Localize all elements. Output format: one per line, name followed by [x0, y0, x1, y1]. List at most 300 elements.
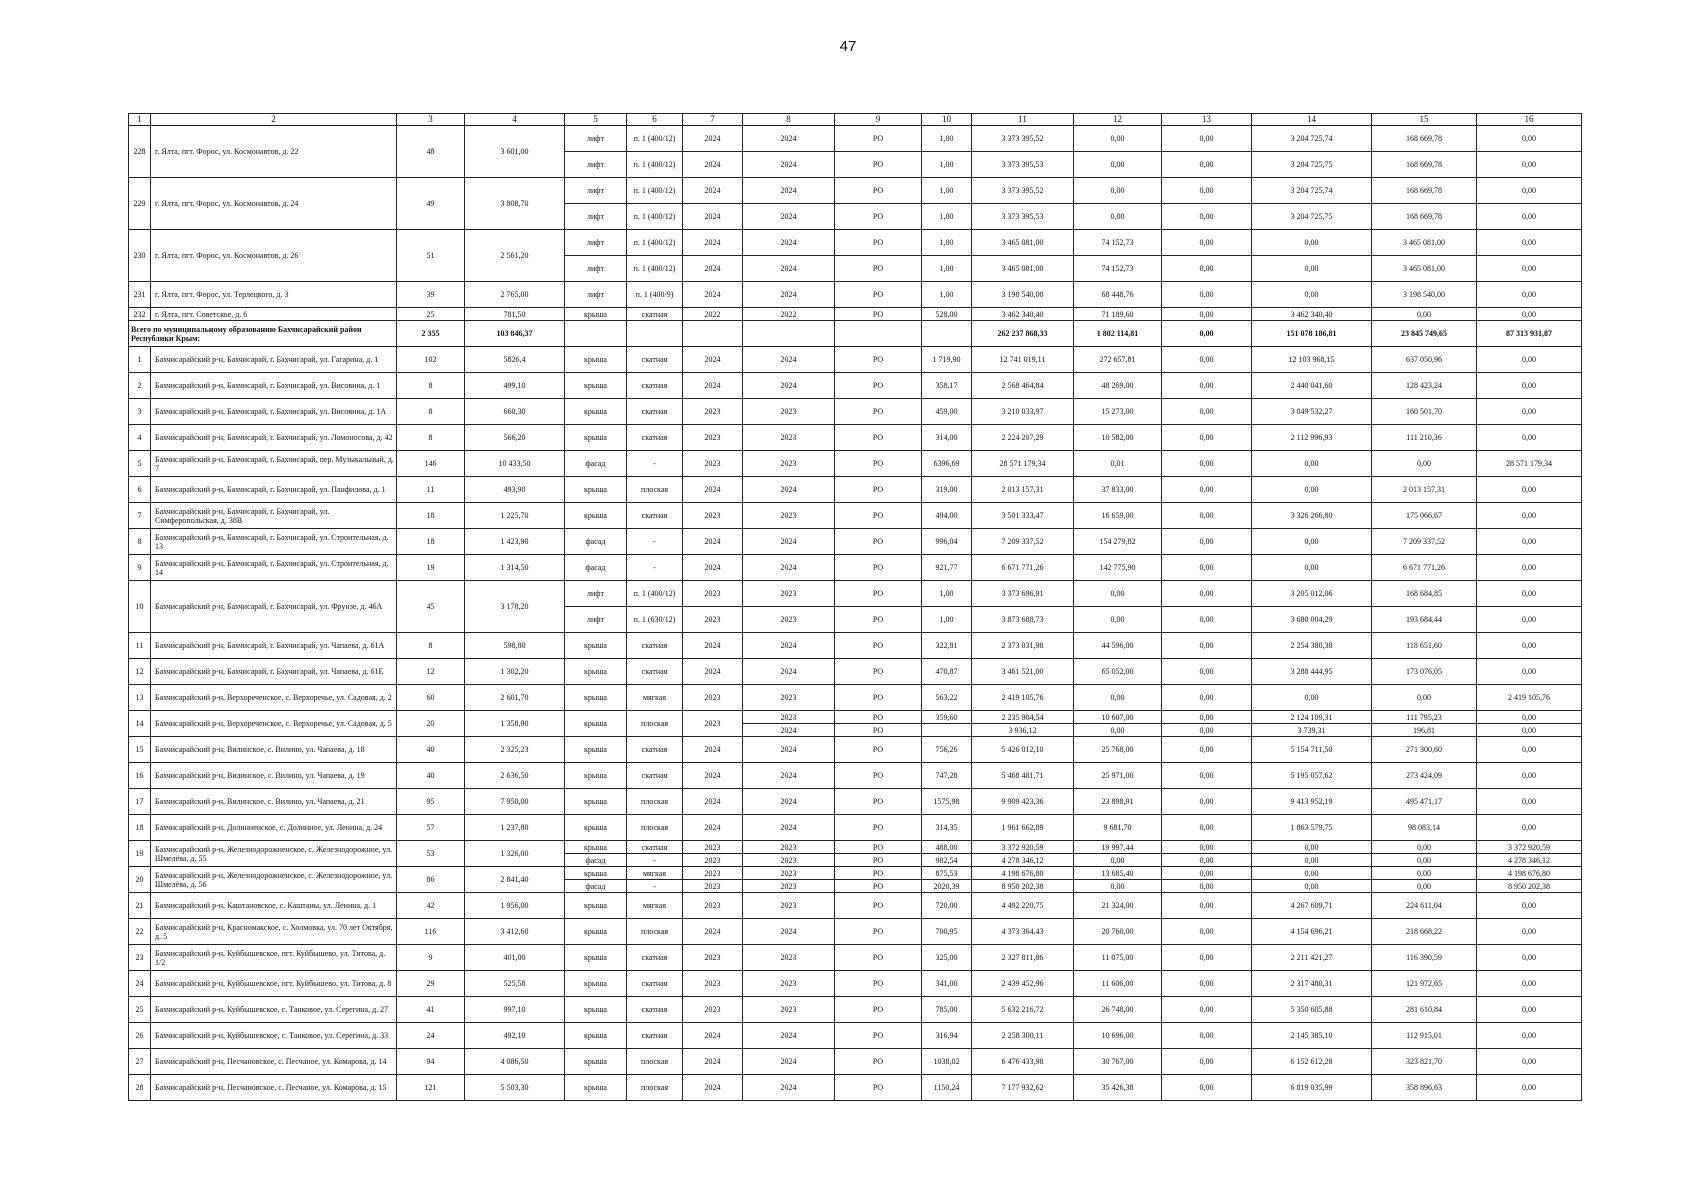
cell-col-5: лифт — [565, 607, 627, 633]
cell-col-8: 2024 — [743, 789, 835, 815]
cell-col-14: 0,00 — [1252, 880, 1372, 893]
address: г. Ялта, пгт. Форос, ул. Космонавтов, д. 22 — [151, 126, 397, 178]
cell-col-16: 8 950 202,38 — [1477, 880, 1582, 893]
cell-col-11: 3 465 081,00 — [972, 256, 1074, 282]
cell-col-16: 4 278 346,12 — [1477, 854, 1582, 867]
cell-col-16: 4 198 676,80 — [1477, 867, 1582, 880]
cell-col-14: 5 154 711,50 — [1252, 737, 1372, 763]
cell-col-12: 25 768,00 — [1074, 737, 1162, 763]
cell-col-11: 3 373 395,52 — [972, 178, 1074, 204]
table-row — [129, 529, 1582, 555]
cell-col-4: 5826,4 — [465, 347, 565, 373]
cell-col-4: 781,50 — [465, 308, 565, 321]
cell-col-9: РО — [835, 230, 922, 256]
cell-col-8: 2024 — [743, 1049, 835, 1075]
total-col-9 — [835, 321, 922, 347]
table-row — [129, 1075, 1582, 1101]
cell-col-9: РО — [835, 451, 922, 477]
cell-col-4: 5 503,30 — [465, 1075, 565, 1101]
cell-col-12: 0,00 — [1074, 178, 1162, 204]
cell-col-9: РО — [835, 1075, 922, 1101]
cell-col-16: 0,00 — [1477, 503, 1582, 529]
cell-col-11: 5 468 481,71 — [972, 763, 1074, 789]
cell-col-13: 0,00 — [1162, 503, 1252, 529]
cell-col-14: 12 103 968,15 — [1252, 347, 1372, 373]
cell-col-12: 0,00 — [1074, 724, 1162, 737]
cell-col-15: 273 424,09 — [1372, 763, 1477, 789]
cell-col-8: 2024 — [743, 256, 835, 282]
cell-col-5: крыша — [565, 867, 627, 880]
cell-col-9: РО — [835, 503, 922, 529]
cell-col-10: 314,35 — [922, 815, 972, 841]
total-col-14: 151 078 186,81 — [1252, 321, 1372, 347]
cell-col-4: 566,20 — [465, 425, 565, 451]
cell-col-11: 2 439 452,96 — [972, 971, 1074, 997]
cell-col-10 — [922, 724, 972, 737]
table-row — [129, 919, 1582, 945]
cell-col-13: 0,00 — [1162, 347, 1252, 373]
total-col-3: 2 355 — [397, 321, 465, 347]
row-number: 10 — [129, 581, 151, 633]
cell-col-11: 2 235 904,54 — [972, 711, 1074, 724]
cell-col-5: крыша — [565, 841, 627, 854]
cell-col-6: п. 1 (400/12) — [627, 152, 683, 178]
cell-col-13: 0,00 — [1162, 126, 1252, 152]
cell-col-8: 2024 — [743, 152, 835, 178]
cell-col-16: 0,00 — [1477, 347, 1582, 373]
cell-col-3: 45 — [397, 581, 465, 633]
cell-col-9: РО — [835, 373, 922, 399]
cell-col-8: 2024 — [743, 230, 835, 256]
row-number: 17 — [129, 789, 151, 815]
cell-col-3: 12 — [397, 659, 465, 685]
cell-col-14: 0,00 — [1252, 477, 1372, 503]
cell-col-16: 0,00 — [1477, 893, 1582, 919]
cell-col-13: 0,00 — [1162, 1075, 1252, 1101]
total-col-5 — [565, 321, 627, 347]
total-col-16: 87 313 931,87 — [1477, 321, 1582, 347]
cell-col-11: 2 258 300,11 — [972, 1023, 1074, 1049]
cell-col-5: фасад — [565, 529, 627, 555]
cell-col-11: 5 426 012,10 — [972, 737, 1074, 763]
cell-col-12: 48 269,00 — [1074, 373, 1162, 399]
cell-col-9: РО — [835, 659, 922, 685]
row-number: 25 — [129, 997, 151, 1023]
cell-col-7: 2023 — [683, 425, 743, 451]
row-number: 27 — [129, 1049, 151, 1075]
address: Бахчисарайский р-н, Бахчисарай, г. Бахчисарай, ул. Чапаева, д. 61Е — [151, 659, 397, 685]
cell-col-16: 0,00 — [1477, 724, 1582, 737]
cell-col-10: 921,77 — [922, 555, 972, 581]
column-number-row — [129, 114, 1582, 126]
row-number: 19 — [129, 841, 151, 867]
cell-col-13: 0,00 — [1162, 425, 1252, 451]
cell-col-3: 18 — [397, 529, 465, 555]
cell-col-15: 495 471,17 — [1372, 789, 1477, 815]
cell-col-5: крыша — [565, 711, 627, 737]
table-row — [129, 763, 1582, 789]
row-number: 230 — [129, 230, 151, 282]
cell-col-10: 1,00 — [922, 152, 972, 178]
cell-col-12: 9 681,70 — [1074, 815, 1162, 841]
cell-col-16: 0,00 — [1477, 152, 1582, 178]
total-label: Всего по муниципальному образованию Бахчисарайский район Республики Крым: — [129, 321, 397, 347]
row-number: 14 — [129, 711, 151, 737]
table-row — [129, 1023, 1582, 1049]
cell-col-9: РО — [835, 867, 922, 880]
cell-col-14: 4 267 609,71 — [1252, 893, 1372, 919]
cell-col-9: РО — [835, 282, 922, 308]
cell-col-14: 3 739,31 — [1252, 724, 1372, 737]
cell-col-8: 2023 — [743, 451, 835, 477]
cell-col-11: 9 909 423,36 — [972, 789, 1074, 815]
cell-col-10: 1,00 — [922, 282, 972, 308]
cell-col-4: 3 178,20 — [465, 581, 565, 633]
cell-col-15: 168 669,78 — [1372, 126, 1477, 152]
row-number: 8 — [129, 529, 151, 555]
cell-col-8: 2023 — [743, 854, 835, 867]
cell-col-12: 65 052,00 — [1074, 659, 1162, 685]
cell-col-10: 785,00 — [922, 997, 972, 1023]
table-row — [129, 308, 1582, 321]
cell-col-6: п. 1 (400/12) — [627, 178, 683, 204]
cell-col-7: 2023 — [683, 841, 743, 854]
cell-col-8: 2024 — [743, 178, 835, 204]
cell-col-15: 0,00 — [1372, 685, 1477, 711]
cell-col-14: 5 350 605,88 — [1252, 997, 1372, 1023]
cell-col-5: крыша — [565, 399, 627, 425]
cell-col-6: скатная — [627, 1023, 683, 1049]
cell-col-16: 2 419 105,76 — [1477, 685, 1582, 711]
cell-col-9: РО — [835, 633, 922, 659]
cell-col-3: 51 — [397, 230, 465, 282]
cell-col-9: РО — [835, 997, 922, 1023]
cell-col-12: 10 607,00 — [1074, 711, 1162, 724]
cell-col-13: 0,00 — [1162, 204, 1252, 230]
cell-col-6: п. 1 (630/12) — [627, 607, 683, 633]
cell-col-15: 116 390,59 — [1372, 945, 1477, 971]
column-number-14: 14 — [1252, 114, 1372, 126]
cell-col-6: п. 1 (400/12) — [627, 230, 683, 256]
cell-col-4: 7 950,00 — [465, 789, 565, 815]
address: Бахчисарайский р-н, Бахчисарай, г. Бахчисарай, ул. Панфилова, д. 1 — [151, 477, 397, 503]
cell-col-3: 49 — [397, 178, 465, 230]
cell-col-12: 30 767,00 — [1074, 1049, 1162, 1075]
cell-col-16: 0,00 — [1477, 581, 1582, 607]
cell-col-5: фасад — [565, 880, 627, 893]
column-number-5: 5 — [565, 114, 627, 126]
cell-col-12: 154 279,82 — [1074, 529, 1162, 555]
total-col-7 — [683, 321, 743, 347]
total-col-11: 262 237 868,33 — [972, 321, 1074, 347]
cell-col-11: 4 373 364,43 — [972, 919, 1074, 945]
cell-col-11: 3 462 340,40 — [972, 308, 1074, 321]
table-row — [129, 503, 1582, 529]
cell-col-7: 2024 — [683, 789, 743, 815]
cell-col-14: 3 326 266,80 — [1252, 503, 1372, 529]
cell-col-13: 0,00 — [1162, 256, 1252, 282]
cell-col-16: 0,00 — [1477, 1023, 1582, 1049]
cell-col-7: 2024 — [683, 633, 743, 659]
cell-col-8: 2023 — [743, 711, 835, 724]
cell-col-14: 6 819 035,99 — [1252, 1075, 1372, 1101]
cell-col-13: 0,00 — [1162, 737, 1252, 763]
cell-col-4: 401,00 — [465, 945, 565, 971]
cell-col-9: РО — [835, 841, 922, 854]
cell-col-5: крыша — [565, 633, 627, 659]
cell-col-9: РО — [835, 607, 922, 633]
cell-col-6: плоская — [627, 711, 683, 737]
cell-col-10: 1,00 — [922, 178, 972, 204]
cell-col-9: РО — [835, 711, 922, 724]
address: Бахчисарайский р-н, Вилинское, с. Вилино, ул. Чапаева, д. 18 — [151, 737, 397, 763]
cell-col-6: - — [627, 854, 683, 867]
cell-col-15: 111 795,23 — [1372, 711, 1477, 724]
table-row — [129, 945, 1582, 971]
table-row — [129, 789, 1582, 815]
cell-col-4: 1 302,20 — [465, 659, 565, 685]
cell-col-16: 28 571 179,34 — [1477, 451, 1582, 477]
cell-col-15: 3 198 540,00 — [1372, 282, 1477, 308]
address: Бахчисарайский р-н, Верхореченское, с. Верхоречье, ул. Садовая, д. 5 — [151, 711, 397, 737]
cell-col-11: 4 198 676,80 — [972, 867, 1074, 880]
cell-col-14: 0,00 — [1252, 867, 1372, 880]
cell-col-14: 3 288 444,95 — [1252, 659, 1372, 685]
cell-col-6: скатная — [627, 425, 683, 451]
row-number: 16 — [129, 763, 151, 789]
cell-col-6: скатная — [627, 347, 683, 373]
cell-col-12: 19 997,44 — [1074, 841, 1162, 854]
cell-col-9: РО — [835, 581, 922, 607]
cell-col-5: крыша — [565, 659, 627, 685]
cell-col-10: 1,00 — [922, 256, 972, 282]
cell-col-4: 2 765,00 — [465, 282, 565, 308]
cell-col-5: крыша — [565, 1075, 627, 1101]
table-row — [129, 282, 1582, 308]
cell-col-3: 24 — [397, 1023, 465, 1049]
cell-col-12: 26 748,00 — [1074, 997, 1162, 1023]
cell-col-14: 2 145 385,10 — [1252, 1023, 1372, 1049]
cell-col-6: мягкая — [627, 893, 683, 919]
cell-col-15: 271 300,60 — [1372, 737, 1477, 763]
cell-col-4: 1 326,00 — [465, 841, 565, 867]
cell-col-11: 28 571 179,34 — [972, 451, 1074, 477]
cell-col-3: 94 — [397, 1049, 465, 1075]
cell-col-10: 756,26 — [922, 737, 972, 763]
cell-col-14: 0,00 — [1252, 555, 1372, 581]
address: Бахчисарайский р-н, Бахчисарай, г. Бахчисарай, ул. Ломоносова, д. 42 — [151, 425, 397, 451]
cell-col-8: 2024 — [743, 763, 835, 789]
cell-col-16: 0,00 — [1477, 607, 1582, 633]
cell-col-6: мягкая — [627, 685, 683, 711]
cell-col-4: 2 325,23 — [465, 737, 565, 763]
table-row — [129, 737, 1582, 763]
cell-col-16: 0,00 — [1477, 763, 1582, 789]
cell-col-13: 0,00 — [1162, 529, 1252, 555]
cell-col-10: 2020,39 — [922, 880, 972, 893]
cell-col-7: 2023 — [683, 893, 743, 919]
cell-col-7: 2024 — [683, 373, 743, 399]
cell-col-3: 48 — [397, 126, 465, 178]
cell-col-13: 0,00 — [1162, 477, 1252, 503]
cell-col-9: РО — [835, 529, 922, 555]
cell-col-4: 499,10 — [465, 373, 565, 399]
cell-col-8: 2023 — [743, 503, 835, 529]
cell-col-14: 3 205 012,06 — [1252, 581, 1372, 607]
cell-col-7: 2022 — [683, 308, 743, 321]
table-row — [129, 971, 1582, 997]
cell-col-10: 494,00 — [922, 503, 972, 529]
cell-col-10: 1150,24 — [922, 1075, 972, 1101]
cell-col-12: 0,01 — [1074, 451, 1162, 477]
column-number-2: 2 — [151, 114, 397, 126]
cell-col-10: 700,95 — [922, 919, 972, 945]
cell-col-16: 0,00 — [1477, 425, 1582, 451]
cell-col-9: РО — [835, 737, 922, 763]
cell-col-16: 0,00 — [1477, 126, 1582, 152]
column-number-4: 4 — [465, 114, 565, 126]
cell-col-11: 3 373 395,53 — [972, 204, 1074, 230]
cell-col-12: 0,00 — [1074, 581, 1162, 607]
cell-col-6: плоская — [627, 1075, 683, 1101]
cell-col-8: 2023 — [743, 399, 835, 425]
cell-col-8: 2024 — [743, 633, 835, 659]
table-row — [129, 997, 1582, 1023]
cell-col-13: 0,00 — [1162, 178, 1252, 204]
cell-col-11: 6 476 433,98 — [972, 1049, 1074, 1075]
cell-col-5: крыша — [565, 477, 627, 503]
address: г. Ялта, пгт. Форос, ул. Космонавтов, д. 24 — [151, 178, 397, 230]
cell-col-9: РО — [835, 308, 922, 321]
cell-col-14: 0,00 — [1252, 529, 1372, 555]
cell-col-4: 3 808,70 — [465, 178, 565, 230]
address: Бахчисарайский р-н, Вилинское, с. Вилино, ул. Чапаева, д. 19 — [151, 763, 397, 789]
row-number: 12 — [129, 659, 151, 685]
cell-col-12: 71 189,60 — [1074, 308, 1162, 321]
cell-col-4: 1 358,90 — [465, 711, 565, 737]
cell-col-10: 1,00 — [922, 607, 972, 633]
cell-col-4: 3 601,00 — [465, 126, 565, 178]
row-number: 28 — [129, 1075, 151, 1101]
column-number-16: 16 — [1477, 114, 1582, 126]
cell-col-13: 0,00 — [1162, 815, 1252, 841]
cell-col-7: 2023 — [683, 607, 743, 633]
cell-col-12: 0,00 — [1074, 685, 1162, 711]
row-number: 18 — [129, 815, 151, 841]
cell-col-12: 23 898,91 — [1074, 789, 1162, 815]
cell-col-7: 2023 — [683, 997, 743, 1023]
cell-col-11: 5 632 216,72 — [972, 997, 1074, 1023]
cell-col-14: 2 254 380,38 — [1252, 633, 1372, 659]
cell-col-5: крыша — [565, 789, 627, 815]
cell-col-14: 2 317 480,31 — [1252, 971, 1372, 997]
cell-col-11: 3 501 333,47 — [972, 503, 1074, 529]
cell-col-8: 2024 — [743, 373, 835, 399]
cell-col-10: 1,00 — [922, 230, 972, 256]
cell-col-4: 493,90 — [465, 477, 565, 503]
table-row — [129, 425, 1582, 451]
address: Бахчисарайский р-н, Красномакское, с. Холмовка, ул. 70 лет Октября, д. 5 — [151, 919, 397, 945]
total-row — [129, 321, 1582, 347]
cell-col-13: 0,00 — [1162, 399, 1252, 425]
cell-col-15: 0,00 — [1372, 880, 1477, 893]
cell-col-14: 3 204 725,75 — [1252, 204, 1372, 230]
cell-col-5: крыша — [565, 919, 627, 945]
cell-col-5: крыша — [565, 425, 627, 451]
cell-col-16: 0,00 — [1477, 477, 1582, 503]
cell-col-12: 0,00 — [1074, 204, 1162, 230]
cell-col-3: 8 — [397, 633, 465, 659]
cell-col-14: 6 152 612,28 — [1252, 1049, 1372, 1075]
cell-col-5: крыша — [565, 945, 627, 971]
cell-col-11: 3 210 033,97 — [972, 399, 1074, 425]
cell-col-7: 2024 — [683, 477, 743, 503]
cell-col-8: 2023 — [743, 841, 835, 854]
cell-col-7: 2023 — [683, 451, 743, 477]
cell-col-13: 0,00 — [1162, 893, 1252, 919]
cell-col-7: 2024 — [683, 919, 743, 945]
cell-col-14: 0,00 — [1252, 854, 1372, 867]
cell-col-15: 358 896,63 — [1372, 1075, 1477, 1101]
cell-col-3: 20 — [397, 711, 465, 737]
cell-col-16: 0,00 — [1477, 529, 1582, 555]
cell-col-4: 1 314,50 — [465, 555, 565, 581]
cell-col-13: 0,00 — [1162, 152, 1252, 178]
row-number: 21 — [129, 893, 151, 919]
cell-col-16: 0,00 — [1477, 399, 1582, 425]
cell-col-12: 272 657,81 — [1074, 347, 1162, 373]
cell-col-9: РО — [835, 880, 922, 893]
cell-col-15: 98 083,14 — [1372, 815, 1477, 841]
cell-col-4: 2 841,40 — [465, 867, 565, 893]
cell-col-12: 0,00 — [1074, 607, 1162, 633]
cell-col-3: 60 — [397, 685, 465, 711]
cell-col-16: 0,00 — [1477, 555, 1582, 581]
row-number: 23 — [129, 945, 151, 971]
cell-col-4: 598,80 — [465, 633, 565, 659]
total-col-12: 1 802 114,81 — [1074, 321, 1162, 347]
cell-col-6: скатная — [627, 997, 683, 1023]
cell-col-11: 4 278 346,12 — [972, 854, 1074, 867]
cell-col-8: 2024 — [743, 529, 835, 555]
cell-col-15: 121 972,65 — [1372, 971, 1477, 997]
cell-col-3: 25 — [397, 308, 465, 321]
cell-col-5: крыша — [565, 308, 627, 321]
cell-col-13: 0,00 — [1162, 1049, 1252, 1075]
cell-col-16: 0,00 — [1477, 945, 1582, 971]
cell-col-14: 0,00 — [1252, 256, 1372, 282]
cell-col-15: 0,00 — [1372, 308, 1477, 321]
cell-col-9: РО — [835, 555, 922, 581]
cell-col-4: 2 601,70 — [465, 685, 565, 711]
cell-col-15: 196,81 — [1372, 724, 1477, 737]
cell-col-7: 2024 — [683, 815, 743, 841]
cell-col-16: 0,00 — [1477, 1075, 1582, 1101]
cell-col-3: 11 — [397, 477, 465, 503]
cell-col-11: 6 671 771,26 — [972, 555, 1074, 581]
cell-col-5: лифт — [565, 256, 627, 282]
cell-col-16: 0,00 — [1477, 256, 1582, 282]
cell-col-5: крыша — [565, 373, 627, 399]
cell-col-8: 2023 — [743, 607, 835, 633]
cell-col-16: 0,00 — [1477, 711, 1582, 724]
cell-col-3: 116 — [397, 919, 465, 945]
table-row — [129, 893, 1582, 919]
table-row — [129, 451, 1582, 477]
address: Бахчисарайский р-н, Верхореченское, с. Верхоречье, ул. Садовая, д. 2 — [151, 685, 397, 711]
cell-col-13: 0,00 — [1162, 841, 1252, 854]
cell-col-14: 0,00 — [1252, 282, 1372, 308]
